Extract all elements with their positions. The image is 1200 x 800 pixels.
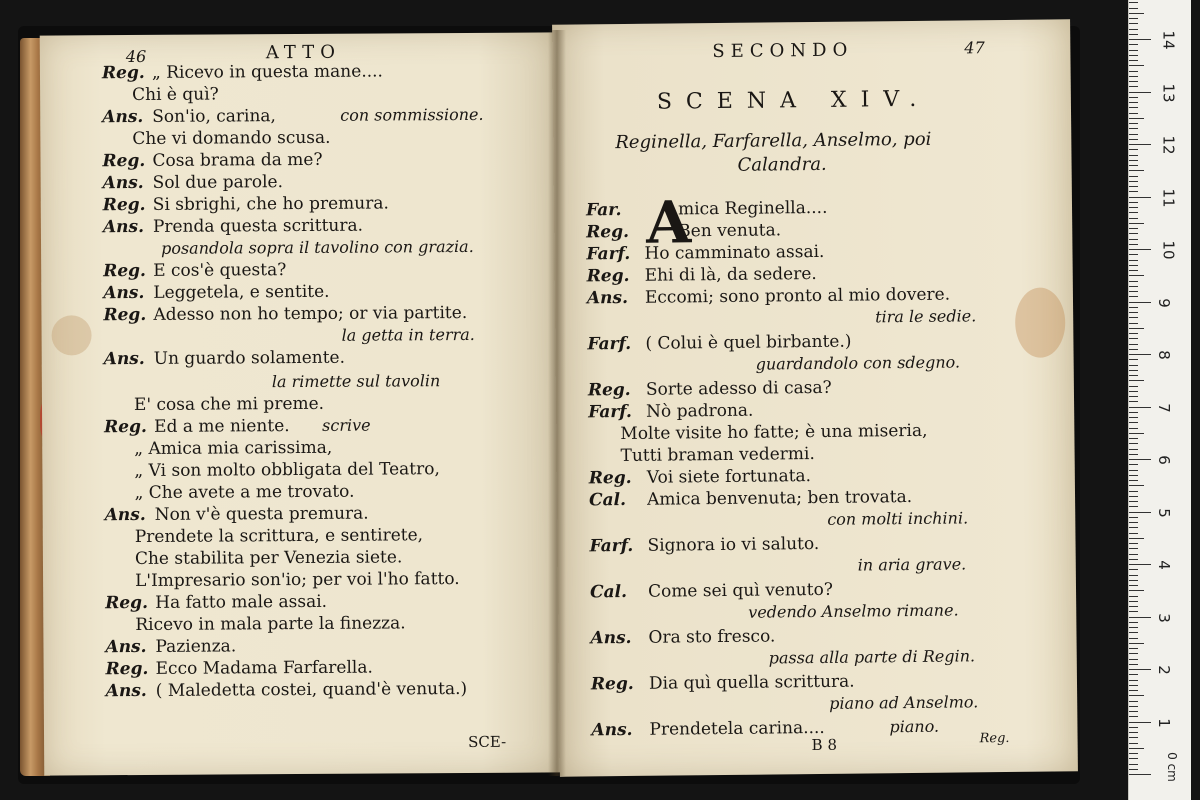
ruler-tick	[1129, 191, 1138, 192]
stage-direction: vedendo Anselmo rimane.	[748, 600, 959, 622]
ruler-tick	[1129, 680, 1138, 681]
ruler-tick	[1129, 2, 1138, 3]
ruler-tick	[1129, 71, 1138, 72]
ruler-tick	[1129, 128, 1138, 129]
ruler-tick	[1129, 86, 1138, 87]
ruler-tick	[1129, 338, 1138, 339]
ruler-tick	[1129, 564, 1151, 565]
ruler-tick	[1129, 433, 1144, 434]
ruler-tick	[1129, 459, 1151, 460]
speaker-label: Reg.	[103, 304, 147, 326]
ruler-tick	[1129, 690, 1138, 691]
stage-direction: scrive	[322, 415, 371, 435]
ruler-tick	[1129, 228, 1138, 229]
ruler-tick	[1129, 737, 1138, 738]
ruler-tick	[1129, 134, 1138, 135]
ruler-tick	[1129, 176, 1138, 177]
ruler-tick	[1129, 29, 1138, 30]
running-head-right: SECONDO	[712, 39, 854, 63]
ruler-tick	[1129, 659, 1138, 660]
verse-line: Che vi domando scusa.	[132, 127, 331, 150]
ruler-tick	[1129, 307, 1138, 308]
stage-direction: la rimette sul tavolin	[271, 371, 441, 392]
speaker-label: Ans.	[586, 287, 629, 309]
ruler-tick	[1129, 401, 1138, 402]
verse-line: ( Maledetta costei, quand'è venuta.)	[155, 678, 468, 701]
ruler-tick	[1129, 475, 1138, 476]
ruler-tick	[1129, 554, 1138, 555]
stage-direction: la getta in terra.	[341, 324, 475, 345]
ruler-tick	[1129, 764, 1138, 765]
ruler-tick	[1129, 674, 1138, 675]
speaker-label: Ans.	[102, 172, 144, 194]
ruler-tick	[1129, 349, 1138, 350]
measurement-ruler	[1128, 0, 1191, 800]
ruler-tick	[1129, 260, 1138, 261]
verse-line: Si sbrighi, che ho premura.	[152, 193, 389, 215]
ruler-tick	[1129, 386, 1138, 387]
speaker-label: Reg.	[101, 62, 145, 84]
ruler-tick	[1129, 648, 1138, 649]
ruler-tick	[1129, 328, 1144, 329]
ruler-tick	[1129, 396, 1138, 397]
ruler-tick	[1129, 118, 1144, 119]
ruler-tick	[1129, 244, 1138, 245]
speaker-label: Reg.	[102, 150, 146, 172]
ruler-tick	[1129, 317, 1138, 318]
ruler-tick	[1129, 485, 1144, 486]
ruler-tick	[1129, 312, 1138, 313]
ruler-tick	[1129, 296, 1138, 297]
verse-line: Amica benvenuta; ben trovata.	[646, 486, 913, 510]
ruler-tick	[1129, 653, 1138, 654]
ruler-tick	[1129, 522, 1138, 523]
verse-line: Ed a me niente.	[154, 416, 290, 437]
verse-line: Non v'è questa premura.	[154, 503, 369, 525]
ruler-tick	[1129, 517, 1138, 518]
foxing-stain	[51, 315, 91, 355]
verse-line: Nò padrona.	[646, 400, 754, 422]
ruler-tick	[1129, 65, 1144, 66]
ruler-tick	[1129, 365, 1138, 366]
ruler-tick	[1129, 60, 1138, 61]
ruler-number: 6	[1154, 455, 1173, 465]
ruler-tick	[1129, 533, 1138, 534]
speaker-label: Far.	[585, 200, 622, 221]
left-page	[40, 32, 561, 775]
drop-capital: A	[645, 188, 692, 257]
ruler-tick	[1129, 449, 1138, 450]
ruler-tick	[1129, 107, 1138, 108]
ruler-tick	[1129, 380, 1144, 381]
verse-line: „ Che avete a me trovato.	[134, 481, 355, 504]
ruler-tick	[1129, 81, 1138, 82]
ruler-tick	[1129, 13, 1144, 14]
ruler-tick	[1129, 454, 1138, 455]
speaker-label: Reg.	[105, 658, 149, 680]
ruler-number: 8	[1154, 350, 1173, 360]
characters-line: Reginella, Farfarella, Anselmo, poi	[615, 128, 932, 154]
ruler-tick	[1129, 580, 1138, 581]
ruler-number: 12	[1159, 135, 1178, 155]
ruler-tick	[1129, 223, 1144, 224]
ruler-tick	[1129, 359, 1138, 360]
speaker-label: Farf.	[586, 243, 631, 265]
ruler-tick	[1129, 722, 1151, 723]
ruler-tick	[1129, 44, 1138, 45]
speaker-label: Reg.	[105, 592, 149, 614]
ruler-tick	[1129, 695, 1144, 696]
ruler-tick	[1129, 97, 1138, 98]
speaker-label: Reg.	[104, 416, 147, 438]
verse-line: Voi siete fortunata.	[646, 466, 812, 488]
speaker-label: Reg.	[587, 379, 631, 401]
catchword-left: SCE-	[468, 732, 507, 751]
ruler-tick	[1129, 181, 1138, 182]
ruler-tick	[1129, 575, 1138, 576]
ruler-tick	[1129, 685, 1138, 686]
speaker-label: Ans.	[103, 348, 145, 370]
verse-line: Prendete la scrittura, e sentirete,	[134, 525, 424, 548]
ruler-number: 4	[1154, 560, 1173, 570]
ruler-tick	[1129, 144, 1151, 145]
speaker-label: Reg.	[588, 467, 632, 489]
speaker-label: Farf.	[588, 401, 632, 423]
ruler-tick	[1129, 638, 1138, 639]
page-number-left: 46	[125, 46, 147, 67]
ruler-tick	[1129, 370, 1138, 371]
ruler-tick	[1129, 501, 1138, 502]
ruler-tick	[1129, 548, 1138, 549]
ruler-tick	[1129, 438, 1138, 439]
foxing-stain	[1015, 287, 1066, 358]
ruler-tick	[1129, 632, 1138, 633]
speaker-label: Ans.	[105, 636, 147, 658]
ruler-tick	[1129, 354, 1151, 355]
ruler-number: 7	[1154, 402, 1173, 413]
ruler-tick	[1129, 155, 1138, 156]
verse-line: E cos'è questa?	[153, 260, 287, 281]
ruler-tick	[1129, 281, 1138, 282]
ruler-tick	[1129, 753, 1138, 754]
verse-line: Eccomi; sono pronto al mio dovere.	[644, 284, 951, 308]
verse-line: Prenda questa scrittura.	[152, 215, 364, 237]
ruler-tick	[1129, 428, 1138, 429]
verse-line: Prendetela carina....	[649, 717, 825, 740]
running-head-left: ATTO	[265, 41, 342, 64]
book-gutter	[548, 30, 566, 776]
ruler-tick	[1129, 748, 1144, 749]
ruler-tick	[1129, 39, 1151, 40]
stage-direction: piano ad Anselmo.	[829, 692, 979, 713]
ruler-tick	[1129, 601, 1138, 602]
ruler-number: 13	[1159, 82, 1178, 103]
ruler-tick	[1129, 506, 1138, 507]
ruler-tick	[1129, 491, 1138, 492]
ruler-tick	[1129, 149, 1138, 150]
ruler-tick	[1129, 207, 1138, 208]
stage-direction: guardandolo con sdegno.	[755, 352, 961, 374]
speaker-label: Cal.	[588, 489, 627, 511]
ruler-tick	[1129, 464, 1138, 465]
speaker-label: Reg.	[586, 221, 630, 243]
verse-line: Un guardo solamente.	[153, 347, 346, 369]
ruler-tick	[1129, 538, 1144, 539]
speaker-label: Farf.	[589, 535, 634, 557]
ruler-tick	[1129, 669, 1151, 670]
ruler-tick	[1129, 590, 1144, 591]
verse-line: Sorte adesso di casa?	[645, 377, 832, 400]
speaker-label: Ans.	[591, 719, 633, 741]
signature-mark: B 8	[811, 735, 838, 755]
ruler-tick	[1129, 743, 1138, 744]
ruler-number: 2	[1154, 665, 1173, 675]
ruler-tick	[1129, 727, 1138, 728]
verse-line: „ Ricevo in questa mane....	[151, 61, 383, 83]
ruler-tick	[1129, 774, 1151, 775]
ruler-tick	[1129, 496, 1138, 497]
ruler-tick	[1129, 218, 1138, 219]
ruler-tick	[1129, 758, 1138, 759]
ruler-number: 11	[1159, 187, 1178, 208]
ruler-tick	[1129, 711, 1138, 712]
ruler-tick	[1129, 202, 1138, 203]
ruler-tick	[1129, 627, 1138, 628]
verse-line: Ecco Madama Farfarella.	[155, 657, 373, 679]
ruler-tick	[1129, 559, 1138, 560]
ruler-tick	[1129, 34, 1138, 35]
stage-direction: passa alla parte di Regin.	[768, 646, 976, 668]
ruler-tick	[1129, 302, 1151, 303]
verse-line: Ben venuta.	[678, 220, 782, 242]
verse-line: Ehi di là, da sedere.	[644, 263, 817, 286]
ruler-tick	[1129, 275, 1144, 276]
verse-line: Che stabilita per Venezia siete.	[134, 547, 403, 570]
verse-line: Pazienza.	[155, 636, 237, 657]
ruler-number: 3	[1154, 612, 1173, 623]
ruler-tick	[1129, 55, 1138, 56]
ruler-number: 14	[1159, 30, 1178, 50]
ruler-tick	[1129, 470, 1138, 471]
ruler-tick	[1129, 8, 1138, 9]
stage-direction: piano.	[889, 716, 940, 737]
verse-line: Leggetela, e sentite.	[153, 281, 330, 303]
ruler-tick	[1129, 233, 1138, 234]
verse-line: Tutti braman vedermi.	[620, 444, 815, 467]
ruler-tick	[1129, 422, 1138, 423]
ruler-tick	[1129, 375, 1138, 376]
ruler-tick	[1129, 270, 1138, 271]
speaker-label: Ans.	[102, 106, 144, 128]
stage-direction: con molti inchini.	[827, 508, 969, 529]
ruler-tick	[1129, 113, 1138, 114]
stage-direction: con sommissione.	[340, 104, 484, 125]
speaker-label: Farf.	[587, 333, 632, 355]
ruler-tick	[1129, 102, 1138, 103]
ruler-tick	[1129, 701, 1138, 702]
ruler-tick	[1129, 543, 1138, 544]
ruler-tick	[1129, 197, 1151, 198]
characters-line: Calandra.	[737, 153, 827, 176]
ruler-number: 1	[1154, 717, 1173, 728]
ruler-tick	[1129, 643, 1144, 644]
ruler-unit: 0 cm	[1164, 752, 1179, 782]
speaker-label: Ans.	[102, 216, 145, 238]
ruler-tick	[1129, 333, 1138, 334]
ruler-tick	[1129, 50, 1138, 51]
speaker-label: Reg.	[586, 265, 630, 287]
verse-line: Sol due parole.	[152, 172, 284, 193]
verse-line: „ Vi son molto obbligata del Teatro,	[134, 459, 440, 482]
ruler-tick	[1129, 706, 1138, 707]
verse-line: Ricevo in mala parte la finezza.	[135, 613, 406, 636]
page-number-right: 47	[964, 38, 985, 58]
right-page	[552, 19, 1078, 776]
ruler-tick	[1129, 291, 1138, 292]
speaker-label: Reg.	[590, 673, 634, 695]
ruler-tick	[1129, 611, 1138, 612]
ruler-tick	[1129, 186, 1138, 187]
ruler-tick	[1129, 165, 1138, 166]
ruler-tick	[1129, 212, 1138, 213]
ruler-number: 10	[1159, 240, 1178, 260]
scene-title: SCENA XIV.	[656, 86, 931, 115]
ruler-tick	[1129, 76, 1138, 77]
ruler-tick	[1129, 18, 1138, 19]
ruler-tick	[1129, 769, 1138, 770]
speaker-label: Cal.	[589, 581, 628, 603]
ruler-tick	[1129, 716, 1138, 717]
catchword-right: Reg.	[979, 730, 1010, 747]
ruler-tick	[1129, 249, 1151, 250]
verse-line: Come sei quì venuto?	[647, 579, 833, 602]
verse-line: Dia quì quella scrittura.	[648, 671, 855, 694]
ruler-tick	[1129, 622, 1138, 623]
ruler-tick	[1129, 664, 1138, 665]
ruler-tick	[1129, 412, 1138, 413]
ruler-tick	[1129, 344, 1138, 345]
ruler-tick	[1129, 123, 1138, 124]
ruler-tick	[1129, 391, 1138, 392]
ruler-tick	[1129, 606, 1138, 607]
ruler-tick	[1129, 732, 1138, 733]
speaker-label: Reg.	[103, 260, 146, 282]
verse-line: E' cosa che mi preme.	[133, 393, 325, 416]
ruler-tick	[1129, 139, 1138, 140]
ruler-number: 9	[1154, 297, 1173, 308]
ruler-tick	[1129, 480, 1138, 481]
ruler-tick	[1129, 265, 1138, 266]
ruler-tick	[1129, 254, 1138, 255]
speaker-label: Ans.	[590, 627, 632, 649]
ruler-tick	[1129, 23, 1138, 24]
stage-direction: tira le sedie.	[875, 306, 977, 327]
ruler-tick	[1129, 512, 1151, 513]
verse-line: Molte visite ho fatte; è una miseria,	[620, 420, 928, 445]
verse-line: Cosa brama da me?	[152, 149, 323, 171]
verse-line: ( Colui è quel birbante.)	[645, 331, 852, 354]
ruler-tick	[1129, 286, 1138, 287]
ruler-number: 5	[1154, 507, 1173, 518]
ruler-tick	[1129, 443, 1138, 444]
verse-line: Chi è quì?	[132, 84, 219, 106]
ruler-tick	[1129, 596, 1138, 597]
verse-line: Adesso non ho tempo; or via partite.	[153, 302, 468, 325]
ruler-tick	[1129, 92, 1151, 93]
ruler-tick	[1129, 617, 1151, 618]
speaker-label: Ans.	[104, 504, 146, 526]
ruler-tick	[1129, 585, 1138, 586]
verse-line: Ha fatto male assai.	[155, 591, 328, 613]
ruler-tick	[1129, 170, 1144, 171]
ruler-tick	[1129, 417, 1138, 418]
verse-line: „ Amica mia carissima,	[134, 437, 333, 460]
speaker-label: Ans.	[105, 680, 147, 702]
verse-line: mica Reginella....	[677, 197, 828, 220]
verse-line: L'Impresario son'io; per voi l'ho fatto.	[135, 569, 460, 592]
speaker-label: Ans.	[103, 282, 145, 304]
stage-direction: in aria grave.	[857, 554, 967, 575]
verse-line: Ho camminato assai.	[644, 241, 825, 264]
stage-direction: posandola sopra il tavolino con grazia.	[160, 236, 474, 258]
ruler-tick	[1129, 323, 1138, 324]
verse-line: Ora sto fresco.	[648, 626, 776, 648]
speaker-label: Reg.	[102, 194, 146, 216]
ruler-tick	[1129, 160, 1138, 161]
verse-line: Signora io vi saluto.	[647, 533, 820, 556]
verse-line: Son'io, carina,	[152, 106, 277, 127]
ruler-tick	[1129, 569, 1138, 570]
ruler-tick	[1129, 407, 1151, 408]
ruler-tick	[1129, 527, 1138, 528]
ruler-tick	[1129, 239, 1138, 240]
